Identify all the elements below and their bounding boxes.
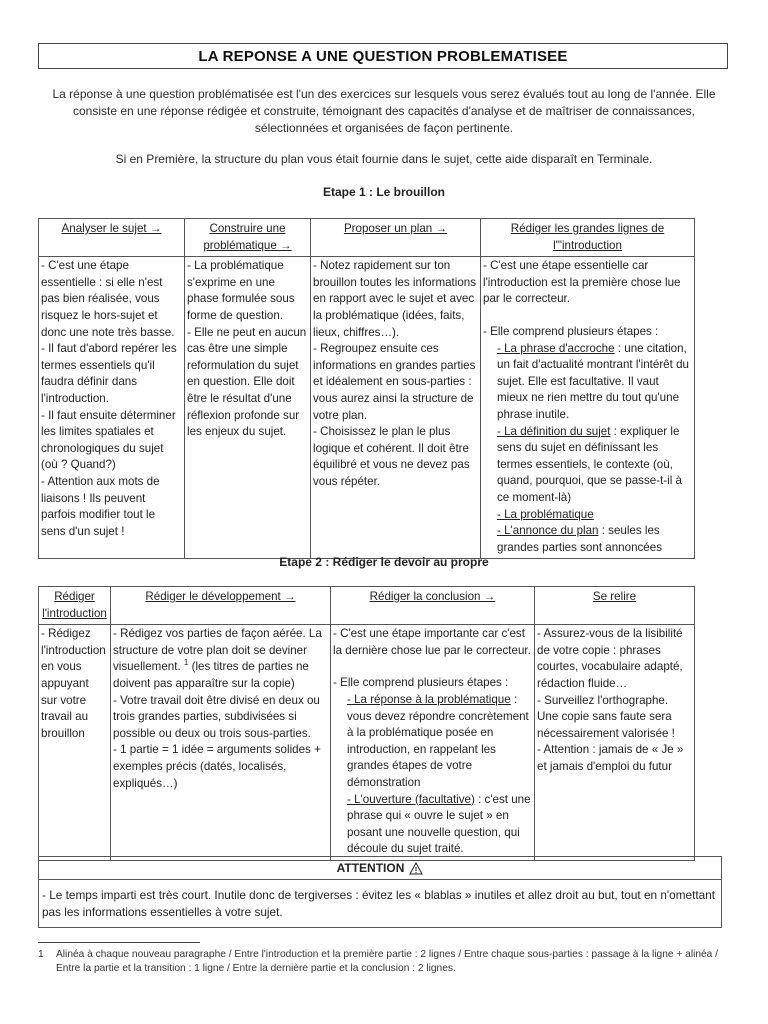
list-item: - La définition du sujet : expliquer le sens du sujet en définissant les termes essentiels, le contexte (où, quand, pourquoi, que se passe-t-il à ce moment-là): [497, 424, 682, 504]
etape2-table: [38, 586, 695, 861]
etape1-cell-introduction: [481, 257, 695, 559]
list-item: - Il faut ensuite déterminer les limites spatiales et chronologiques du sujet (où ? Quand?): [41, 408, 176, 472]
etape1-header-problematique: Construire une problématique →: [185, 219, 311, 257]
list-item: - C'est une étape essentielle car l'introduction est la première chose lue par le correcteur.: [483, 259, 681, 306]
attention-box: [38, 856, 722, 928]
list-item: - La phrase d'accroche : une citation, un fait d'actualité montrant l'intérêt du sujet. Elle est facultative. Il vaut mieux ne rien mettre du tout qu'une phrase inutile.: [497, 341, 689, 421]
etape1-cell-analyser: [39, 257, 185, 559]
etape2-cell-introduction: [39, 625, 111, 861]
etape1-header-row: [39, 219, 695, 257]
list-item: - Elle comprend plusieurs étapes :: [333, 676, 509, 690]
etape1-header-analyser: Analyser le sujet →: [39, 219, 185, 257]
page-title: LA REPONSE A UNE QUESTION PROBLEMATISEE: [38, 43, 728, 69]
list-item: - C'est une étape essentielle : si elle n'est pas bien réalisée, vous risquez le hors-sujet et donc une note très basse.: [41, 259, 175, 339]
footnote: [38, 948, 718, 976]
list-item: - L'annonce du plan : seules les grandes parties sont annoncées: [497, 524, 663, 554]
etape1-heading: Etape 1 : Le brouillon: [322, 185, 445, 199]
list-item: - L'ouverture (facultative) : c'est une phrase qui « ouvre le sujet » en posant une nouvelle question, qui découle du sujet traité.: [347, 792, 531, 856]
list-item: - 1 partie = 1 idée = arguments solides + exemples précis (datés, localisés, expliqués…): [113, 743, 321, 790]
warning-icon: [409, 862, 423, 875]
footnote-ref[interactable]: 1: [183, 658, 189, 668]
list-item: - Il faut d'abord repérer les termes essentiels qu'il faudra définir dans l'introduction.: [41, 342, 177, 405]
attention-title: ATTENTION: [336, 861, 405, 875]
etape2-header-conclusion: Rédiger la conclusion →: [331, 587, 535, 625]
list-item: - Votre travail doit être divisé en deux ou trois grandes parties, subdivisées si possible ou deux ou trois sous-parties.: [113, 693, 320, 740]
intro-paragraph-1: La réponse à une question problématisée est l'un des exercices sur lesquels vous serez évalués tout au long de l'année. Elle consiste en une réponse rédigée et construite, témoignant des capacités d'analyse et de maîtriser de connaissances, sélectionnées et organisées de façon pertinente.: [52, 87, 716, 135]
etape2-cell-relire: [535, 625, 695, 861]
list-item: - Rédigez vos parties de façon aérée. La structure de votre plan doit se deviner visuellement. $^1$ (les titres de parties ne doivent pas apparaître sur la copie): [113, 627, 322, 690]
footnote-divider: [38, 942, 200, 943]
list-item: - Attention : jamais de « Je » et jamais d'emploi du futur: [537, 743, 684, 773]
attention-header: [39, 857, 721, 880]
list-item: - Elle comprend plusieurs étapes :: [483, 324, 659, 338]
list-item: - Rédigez l'introduction en vous appuyant sur votre travail au brouillon: [41, 627, 106, 740]
list-item: - La problématique s'exprime en une phase formulée sous forme de question.: [187, 259, 295, 322]
etape2-header-developpement: Rédiger le développement →: [111, 587, 331, 625]
etape2-cell-developpement: [111, 625, 331, 861]
attention-text: - Le temps imparti est très court. Inutile donc de tergiverses : évitez les « blablas » inutiles et allez droit au but, tout en n'omettant pas les informations essentielles à votre sujet.: [42, 888, 716, 919]
list-item: - Notez rapidement sur ton brouillon toutes les informations en rapport avec le sujet et avec la problématique (idées, faits, lieux, chiffres…).: [313, 259, 477, 339]
list-item: - Surveillez l'orthographe. Une copie sans faute sera nécessairement valorisée !: [537, 693, 675, 740]
etape1-header-plan: Proposer un plan →: [311, 219, 481, 257]
list-item: - Assurez-vous de la lisibilité de votre copie : phrases courtes, vocabulaire adapté, rédaction fluide…: [537, 627, 683, 690]
etape1-cell-problematique: [185, 257, 311, 559]
etape1-cell-plan: [311, 257, 481, 559]
etape2-header-introduction: Rédiger l'introduction: [39, 587, 111, 625]
list-item: - La réponse à la problématique : vous devez répondre concrètement à la problématique posée en introduction, en rappelant les grandes étapes de votre démonstration: [347, 692, 529, 789]
list-item: - Elle ne peut en aucun cas être une simple reformulation du sujet en question. Elle doit être le résultat d'une réflexion profonde sur les enjeux du sujet.: [187, 325, 307, 439]
etape2-header-relire: Se relire: [535, 587, 695, 625]
etape2-heading: Etape 2 : Rédiger le devoir au propre: [279, 555, 489, 569]
etape1-content-row: [39, 257, 695, 559]
etape2-header-row: [39, 587, 695, 625]
list-item: - Choisissez le plan le plus logique et cohérent. Il doit être équilibré et vous ne devez pas vous répéter.: [313, 425, 470, 488]
list-item: - Regroupez ensuite ces informations en grandes parties et idéalement en sous-parties : vous aurez ainsi la structure de votre plan.: [313, 342, 476, 422]
etape2-content-row: [39, 625, 695, 861]
intro-paragraph-2: Si en Première, la structure du plan vous était fournie dans le sujet, cette aide disparaît en Terminale.: [115, 152, 653, 166]
etape1-header-introduction: Rédiger les grandes lignes de l'"introduction: [481, 219, 695, 257]
footnote-number: 1: [38, 949, 44, 960]
etape1-table: [38, 218, 695, 559]
etape2-cell-conclusion: [331, 625, 535, 861]
footnote-text: Alinéa à chaque nouveau paragraphe / Entre l'introduction et la première partie : 2 lignes / Entre chaque sous-parties : passage à la ligne + alinéa / Entre la partie et la transition : 1 ligne / Entre la dernière partie et la conclusion : 2 lignes.: [56, 949, 719, 974]
list-item: - La problématique: [497, 507, 594, 521]
list-item: - Attention aux mots de liaisons ! Ils peuvent parfois modifier tout le sens d'un sujet !: [41, 474, 160, 538]
list-item: - C'est une étape importante car c'est la dernière chose lue par le correcteur.: [333, 627, 531, 657]
